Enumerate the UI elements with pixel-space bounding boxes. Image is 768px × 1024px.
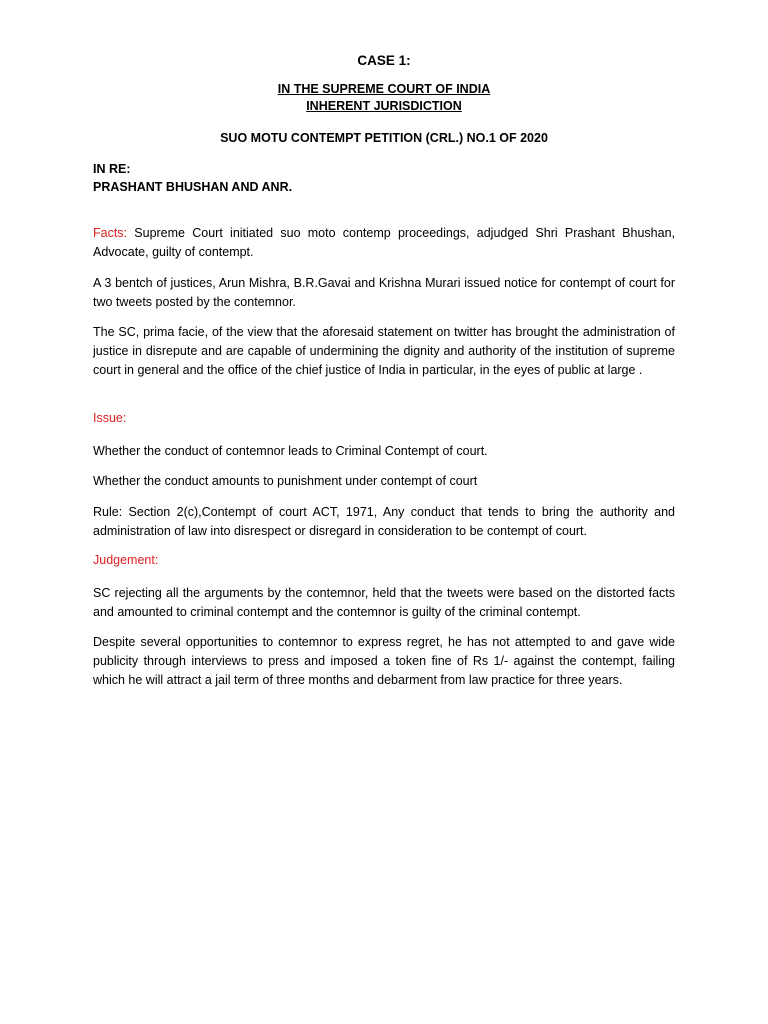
facts-text: Supreme Court initiated suo moto contemp proceedings, adjudged Shri Prashant Bhushan, Advocate, guilty of contempt.: [93, 226, 675, 259]
issue-heading: Issue:: [93, 411, 127, 425]
issue-item-1: Whether the conduct of contemnor leads to Criminal Contempt of court.: [93, 444, 488, 458]
rule-paragraph: Rule: Section 2(c),Contempt of court ACT, 1971, Any conduct that tends to bring the authority and administration of law into disrespect or disregard in consideration to be contempt of court.: [93, 505, 675, 538]
case-title: CASE 1:: [357, 53, 411, 68]
judgement-heading: Judgement:: [93, 553, 159, 567]
sc-view-paragraph: The SC, prima facie, of the view that the aforesaid statement on twitter has brought the administration of justice in disrepute and are capable of undermining the dignity and authority of the institution of supreme court in general and the office of the chief justice of India in particular, in the eyes of public at large .: [93, 325, 675, 377]
despite-paragraph: Despite several opportunities to contemnor to express regret, he has not attempted to and gave wide publicity through interviews to press and imposed a token fine of Rs 1/- against the contempt, failing which he will attract a jail term of three months and debarment from law practice for three years.: [93, 635, 675, 687]
petition-title: SUO MOTU CONTEMPT PETITION (CRL.) NO.1 OF 2020: [220, 131, 548, 145]
in-re-label: IN RE:: [93, 162, 131, 176]
facts-paragraph: [93, 224, 675, 262]
bench-paragraph: A 3 bentch of justices, Arun Mishra, B.R.Gavai and Krishna Murari issued notice for contempt of court for two tweets posted by the contemnor.: [93, 276, 675, 309]
court-name: IN THE SUPREME COURT OF INDIA: [277, 82, 491, 96]
facts-label: Facts:: [93, 226, 128, 240]
jurisdiction-line: INHERENT JURISDICTION: [306, 99, 462, 113]
issue-item-2: Whether the conduct amounts to punishment under contempt of court: [93, 474, 478, 488]
parties-line: PRASHANT BHUSHAN AND ANR.: [93, 180, 293, 194]
judgement-paragraph: SC rejecting all the arguments by the contemnor, held that the tweets were based on the distorted facts and amounted to criminal contempt and the contemnor is guilty of the criminal contempt.: [93, 586, 675, 619]
